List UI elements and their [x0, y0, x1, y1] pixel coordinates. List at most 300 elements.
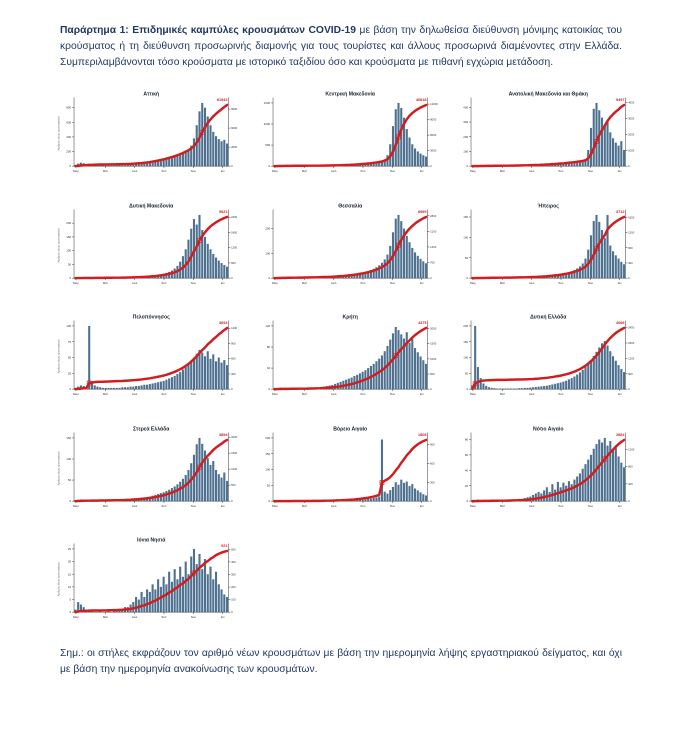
daily-cases-bar	[209, 567, 211, 613]
svg-text:Νοε: Νοε	[191, 169, 197, 173]
svg-text:0: 0	[231, 610, 233, 614]
daily-cases-bar	[579, 163, 581, 167]
daily-cases-bar	[615, 255, 617, 278]
svg-text:Σεπ: Σεπ	[559, 392, 564, 396]
daily-cases-bar	[590, 360, 592, 389]
svg-text:100: 100	[464, 356, 469, 360]
daily-cases-bar	[187, 364, 189, 389]
daily-cases-bar	[146, 590, 148, 613]
daily-cases-bar	[154, 383, 156, 389]
svg-text:1500: 1500	[231, 451, 238, 455]
daily-cases-bar	[610, 133, 612, 167]
svg-text:Σεπ: Σεπ	[161, 504, 166, 508]
svg-text:300: 300	[430, 480, 435, 484]
daily-cases-bar	[612, 138, 614, 166]
svg-text:0: 0	[70, 499, 72, 503]
chart-cell-βόρειο-αιγαίο	[253, 423, 444, 515]
svg-text:0: 0	[70, 387, 72, 391]
svg-text:Μαρ: Μαρ	[470, 504, 476, 508]
svg-text:0: 0	[628, 164, 630, 168]
chart-title: Στερεά Ελλάδα	[133, 426, 170, 432]
chart-cell-κρήτη	[253, 311, 444, 403]
svg-text:80: 80	[465, 437, 469, 441]
daily-cases-bar	[604, 438, 606, 501]
daily-cases-bar	[615, 361, 617, 389]
daily-cases-bar	[419, 259, 421, 278]
daily-cases-bar	[182, 153, 184, 166]
svg-text:1200: 1200	[628, 230, 635, 234]
daily-cases-bar	[223, 265, 225, 278]
daily-cases-bar	[588, 364, 590, 389]
daily-cases-bar	[226, 365, 228, 389]
y-axis-label: Αριθμός νέων κρουσμάτων	[57, 339, 61, 374]
daily-cases-bar	[554, 384, 556, 389]
daily-cases-bar	[400, 335, 402, 390]
svg-text:2000: 2000	[231, 435, 238, 439]
svg-text:Μαΐ: Μαΐ	[103, 392, 108, 396]
cumulative-total-label: 4375	[418, 321, 426, 325]
svg-text:Ιαν: Ιαν	[221, 392, 226, 396]
svg-text:2800: 2800	[430, 214, 437, 218]
svg-text:400: 400	[231, 560, 236, 564]
daily-cases-bar	[207, 244, 209, 278]
svg-text:2000: 2000	[430, 327, 437, 331]
daily-cases-bar	[621, 141, 623, 166]
svg-text:Ιουλ: Ιουλ	[132, 615, 138, 619]
svg-text:Ιουλ: Ιουλ	[529, 392, 535, 396]
svg-text:1400: 1400	[430, 245, 437, 249]
svg-text:Σεπ: Σεπ	[559, 504, 564, 508]
daily-cases-bar	[220, 477, 222, 501]
daily-cases-bar	[204, 357, 206, 390]
svg-text:Σεπ: Σεπ	[161, 392, 166, 396]
daily-cases-bar	[623, 264, 625, 278]
svg-text:Σεπ: Σεπ	[360, 169, 365, 173]
svg-text:120: 120	[265, 324, 270, 328]
daily-cases-bar	[124, 388, 126, 390]
daily-cases-bar	[414, 488, 416, 501]
daily-cases-bar	[416, 152, 418, 167]
daily-cases-bar	[405, 481, 407, 501]
svg-text:20: 20	[465, 484, 469, 488]
epi-chart-κεντρική-μακεδονία	[253, 88, 444, 180]
svg-text:Ιουλ: Ιουλ	[331, 392, 337, 396]
svg-text:1200: 1200	[231, 326, 238, 330]
svg-text:Μαΐ: Μαΐ	[500, 169, 505, 173]
daily-cases-bar	[218, 358, 220, 390]
daily-cases-bar	[381, 439, 383, 501]
daily-cases-bar	[618, 365, 620, 389]
svg-text:400: 400	[628, 261, 633, 265]
cumulative-total-label: 1808	[418, 433, 426, 437]
daily-cases-bar	[223, 360, 225, 389]
svg-text:Ιαν: Ιαν	[221, 281, 226, 285]
daily-cases-bar	[160, 587, 162, 612]
daily-cases-bar	[209, 465, 211, 501]
daily-cases-bar	[198, 554, 200, 612]
svg-text:40: 40	[465, 468, 469, 472]
svg-text:200: 200	[66, 150, 71, 154]
cumulative-total-label: 3694	[219, 321, 228, 325]
svg-text:Μαρ: Μαρ	[73, 392, 79, 396]
chart-title: Δυτική Ελλάδα	[530, 315, 567, 321]
daily-cases-bar	[135, 597, 137, 612]
daily-cases-bar	[196, 354, 198, 389]
daily-cases-bar	[408, 486, 410, 501]
svg-text:1800: 1800	[628, 341, 635, 345]
daily-cases-bar	[220, 590, 222, 613]
daily-cases-bar	[179, 154, 181, 166]
svg-text:1000: 1000	[231, 467, 238, 471]
svg-text:Ιαν: Ιαν	[419, 169, 424, 173]
svg-text:5: 5	[70, 598, 72, 602]
chart-title: Θεσσαλία	[338, 203, 363, 209]
svg-text:1200: 1200	[628, 357, 635, 361]
daily-cases-bar	[604, 341, 606, 389]
daily-cases-bar	[171, 377, 173, 389]
svg-text:Σεπ: Σεπ	[360, 504, 365, 508]
svg-text:200: 200	[66, 221, 71, 225]
daily-cases-bar	[179, 372, 181, 389]
daily-cases-bar	[372, 498, 374, 501]
chart-title: Ιόνια Νησιά	[137, 538, 166, 544]
daily-cases-bar	[135, 386, 137, 389]
epi-chart-θεσσαλία	[253, 200, 444, 292]
chart-cell-στερεά-ελλάδα	[54, 423, 245, 515]
daily-cases-bar	[574, 163, 576, 166]
daily-cases-bar	[601, 118, 603, 167]
svg-text:Νοε: Νοε	[588, 169, 594, 173]
daily-cases-bar	[193, 549, 195, 612]
daily-cases-bar	[612, 450, 614, 501]
appendix-header	[0, 10, 680, 70]
daily-cases-bar	[207, 351, 209, 389]
daily-cases-bar	[425, 364, 427, 389]
svg-text:800: 800	[66, 106, 71, 110]
daily-cases-bar	[130, 387, 132, 390]
svg-text:0: 0	[70, 610, 72, 614]
daily-cases-bar	[215, 257, 217, 278]
daily-cases-bar	[403, 483, 405, 501]
daily-cases-bar	[425, 157, 427, 167]
daily-cases-bar	[588, 459, 590, 501]
svg-text:800: 800	[628, 245, 633, 249]
daily-cases-bar	[621, 462, 623, 501]
svg-text:Ιαν: Ιαν	[419, 281, 424, 285]
svg-text:400: 400	[628, 482, 633, 486]
chart-cell-πελοπόννησος	[54, 311, 245, 403]
daily-cases-bar	[204, 108, 206, 166]
epi-chart-κρήτη	[253, 311, 444, 403]
svg-text:100: 100	[265, 467, 270, 471]
daily-cases-bar	[383, 351, 385, 389]
daily-cases-bar	[538, 492, 540, 501]
daily-cases-bar	[408, 242, 410, 278]
svg-text:100: 100	[66, 248, 71, 252]
svg-text:4000: 4000	[628, 101, 635, 105]
daily-cases-bar	[414, 149, 416, 167]
daily-cases-bar	[574, 377, 576, 390]
daily-cases-bar	[165, 585, 167, 613]
svg-text:500: 500	[231, 548, 236, 552]
svg-text:12000: 12000	[430, 102, 438, 106]
svg-text:Σεπ: Σεπ	[360, 281, 365, 285]
chart-title: Δυτική Μακεδονία	[129, 203, 174, 209]
chart-cell-ιόνια-νησιά	[54, 534, 245, 626]
daily-cases-bar	[212, 355, 214, 390]
svg-text:50: 50	[267, 483, 271, 487]
daily-cases-bar	[193, 139, 195, 167]
svg-text:0: 0	[268, 499, 270, 503]
svg-text:1000: 1000	[263, 122, 270, 126]
daily-cases-bar	[560, 383, 562, 390]
daily-cases-bar	[168, 379, 170, 390]
svg-text:Νοε: Νοε	[389, 392, 395, 396]
chart-cell-κεντρική-μακεδονία	[253, 88, 444, 180]
daily-cases-bar	[215, 362, 217, 390]
chart-title: Κρήτη	[342, 315, 357, 321]
daily-cases-bar	[582, 162, 584, 166]
svg-text:Σεπ: Σεπ	[161, 169, 166, 173]
svg-text:20: 20	[68, 560, 72, 564]
daily-cases-bar	[143, 385, 145, 389]
daily-cases-bar	[168, 490, 170, 501]
daily-cases-bar	[414, 348, 416, 389]
epi-chart-ανατολική-μακεδονία-και-θράκη	[451, 88, 642, 180]
chart-cell-δυτική-ελλάδα	[451, 311, 642, 403]
daily-cases-bar	[226, 144, 228, 167]
svg-text:0: 0	[628, 499, 630, 503]
svg-text:Ιουλ: Ιουλ	[331, 281, 337, 285]
daily-cases-bar	[94, 386, 96, 390]
daily-cases-bar	[560, 487, 562, 501]
daily-cases-bar	[579, 373, 581, 390]
daily-cases-bar	[618, 146, 620, 167]
daily-cases-bar	[152, 384, 154, 390]
daily-cases-bar	[198, 215, 200, 278]
daily-cases-bar	[604, 238, 606, 278]
cumulative-total-label: 2684	[616, 433, 625, 437]
svg-text:600: 600	[231, 261, 236, 265]
svg-text:200: 200	[464, 324, 469, 328]
daily-cases-bar	[392, 126, 394, 166]
svg-text:75: 75	[68, 340, 72, 344]
svg-text:6000: 6000	[231, 126, 238, 130]
svg-text:0: 0	[467, 499, 469, 503]
daily-cases-bar	[157, 382, 159, 389]
svg-text:100: 100	[464, 150, 469, 154]
daily-cases-bar	[599, 439, 601, 501]
daily-cases-bar	[152, 585, 154, 613]
epi-chart-νότιο-αιγαίο	[451, 423, 642, 515]
svg-text:Ιουλ: Ιουλ	[132, 504, 138, 508]
daily-cases-bar	[557, 383, 559, 389]
svg-text:3000: 3000	[231, 145, 238, 149]
daily-cases-bar	[99, 388, 101, 390]
daily-cases-bar	[485, 386, 487, 389]
svg-text:500: 500	[265, 143, 270, 147]
epi-curves-grid	[0, 88, 680, 626]
daily-cases-bar	[201, 444, 203, 501]
svg-text:0: 0	[467, 164, 469, 168]
chart-title: Νότιο Αιγαίο	[533, 426, 563, 432]
epi-chart-δυτική-μακεδονία	[54, 200, 245, 292]
svg-text:1000: 1000	[628, 149, 635, 153]
svg-text:0: 0	[268, 276, 270, 280]
daily-cases-bar	[190, 557, 192, 613]
svg-text:Ιαν: Ιαν	[419, 392, 424, 396]
svg-text:100: 100	[265, 251, 270, 255]
svg-text:0: 0	[70, 276, 72, 280]
daily-cases-bar	[618, 456, 620, 501]
daily-cases-bar	[543, 386, 545, 389]
daily-cases-bar	[414, 252, 416, 278]
svg-text:800: 800	[628, 464, 633, 468]
svg-text:0: 0	[231, 276, 233, 280]
daily-cases-bar	[386, 254, 388, 278]
daily-cases-bar	[576, 375, 578, 390]
daily-cases-bar	[546, 487, 548, 501]
svg-text:1500: 1500	[263, 101, 270, 105]
daily-cases-bar	[370, 498, 372, 501]
svg-text:Σεπ: Σεπ	[161, 615, 166, 619]
daily-cases-bar	[381, 356, 383, 390]
daily-cases-bar	[419, 154, 421, 167]
cumulative-total-label: 40818	[416, 98, 427, 102]
svg-text:Μαρ: Μαρ	[272, 392, 278, 396]
svg-text:0: 0	[70, 164, 72, 168]
daily-cases-bar	[163, 492, 165, 501]
svg-text:500: 500	[430, 372, 435, 376]
epi-chart-πελοπόννησος	[54, 311, 245, 403]
svg-text:Σεπ: Σεπ	[559, 169, 564, 173]
svg-text:100: 100	[464, 235, 469, 239]
daily-cases-bar	[483, 384, 485, 390]
daily-cases-bar	[425, 263, 427, 278]
daily-cases-bar	[198, 350, 200, 389]
svg-text:Σεπ: Σεπ	[161, 281, 166, 285]
svg-text:Ιουλ: Ιουλ	[132, 392, 138, 396]
cumulative-total-label: 921	[221, 544, 227, 548]
svg-text:Μαρ: Μαρ	[73, 281, 79, 285]
daily-cases-bar	[411, 339, 413, 390]
daily-cases-bar	[574, 479, 576, 501]
svg-text:2000: 2000	[628, 133, 635, 137]
daily-cases-bar	[218, 474, 220, 501]
daily-cases-bar	[141, 592, 143, 612]
daily-cases-bar	[596, 444, 598, 501]
daily-cases-bar	[405, 129, 407, 166]
svg-text:700: 700	[430, 260, 435, 264]
chart-cell-ήπειρος	[451, 200, 642, 292]
daily-cases-bar	[212, 461, 214, 501]
svg-text:Ιουλ: Ιουλ	[331, 169, 337, 173]
svg-text:Μαΐ: Μαΐ	[302, 169, 307, 173]
cumulative-total-label: 61943	[217, 98, 228, 102]
daily-cases-bar	[612, 251, 614, 278]
daily-cases-bar	[204, 237, 206, 278]
svg-text:Μαΐ: Μαΐ	[302, 504, 307, 508]
svg-text:2400: 2400	[628, 326, 635, 330]
svg-text:Νοε: Νοε	[191, 281, 197, 285]
svg-text:Νοε: Νοε	[191, 392, 197, 396]
svg-text:9000: 9000	[231, 107, 238, 111]
daily-cases-bar	[552, 484, 554, 501]
daily-cases-bar	[563, 382, 565, 390]
svg-text:Νοε: Νοε	[588, 392, 594, 396]
daily-cases-bar	[546, 386, 548, 389]
svg-text:900: 900	[231, 342, 236, 346]
svg-text:200: 200	[464, 135, 469, 139]
svg-text:3000: 3000	[628, 117, 635, 121]
svg-text:600: 600	[430, 461, 435, 465]
svg-text:100: 100	[231, 598, 236, 602]
epi-chart-ιόνια-νησιά	[54, 534, 245, 626]
svg-text:Νοε: Νοε	[588, 281, 594, 285]
svg-text:300: 300	[231, 372, 236, 376]
daily-cases-bar	[568, 481, 570, 501]
daily-cases-bar	[576, 476, 578, 501]
daily-cases-bar	[207, 574, 209, 612]
y-axis-label: Αριθμός νέων κρουσμάτων	[57, 227, 61, 262]
daily-cases-bar	[397, 484, 399, 500]
svg-text:Σεπ: Σεπ	[559, 281, 564, 285]
daily-cases-bar	[612, 357, 614, 390]
daily-cases-bar	[607, 215, 609, 278]
daily-cases-bar	[541, 387, 543, 390]
daily-cases-bar	[204, 559, 206, 612]
svg-text:Νοε: Νοε	[588, 504, 594, 508]
daily-cases-bar	[375, 497, 377, 501]
daily-cases-bar	[392, 487, 394, 501]
svg-text:900: 900	[430, 442, 435, 446]
daily-cases-bar	[182, 370, 184, 390]
svg-text:0: 0	[268, 164, 270, 168]
daily-cases-bar	[623, 150, 625, 166]
svg-text:50: 50	[465, 372, 469, 376]
daily-cases-bar	[185, 367, 187, 389]
daily-cases-bar	[201, 353, 203, 390]
daily-cases-bar	[201, 569, 203, 612]
svg-text:50: 50	[68, 262, 72, 266]
svg-text:400: 400	[464, 106, 469, 110]
daily-cases-bar	[405, 236, 407, 278]
svg-text:400: 400	[66, 135, 71, 139]
svg-text:Ιαν: Ιαν	[419, 504, 424, 508]
svg-text:Ιουλ: Ιουλ	[529, 281, 535, 285]
daily-cases-bar	[209, 249, 211, 278]
daily-cases-bar	[218, 585, 220, 613]
svg-text:Ιαν: Ιαν	[618, 281, 623, 285]
cumulative-total-label: 4066	[616, 321, 624, 325]
daily-cases-bar	[557, 482, 559, 501]
daily-cases-bar	[223, 472, 225, 501]
daily-cases-bar	[571, 378, 573, 389]
daily-cases-bar	[408, 343, 410, 389]
daily-cases-bar	[571, 164, 573, 167]
daily-cases-bar	[416, 353, 418, 390]
svg-text:100: 100	[66, 324, 71, 328]
daily-cases-bar	[138, 386, 140, 389]
daily-cases-bar	[610, 351, 612, 389]
svg-text:Ιουλ: Ιουλ	[132, 169, 138, 173]
daily-cases-bar	[400, 221, 402, 278]
daily-cases-bar	[209, 125, 211, 166]
daily-cases-bar	[623, 467, 625, 501]
epi-chart-αττική	[54, 88, 245, 180]
daily-cases-bar	[165, 380, 167, 389]
daily-cases-bar	[618, 258, 620, 278]
